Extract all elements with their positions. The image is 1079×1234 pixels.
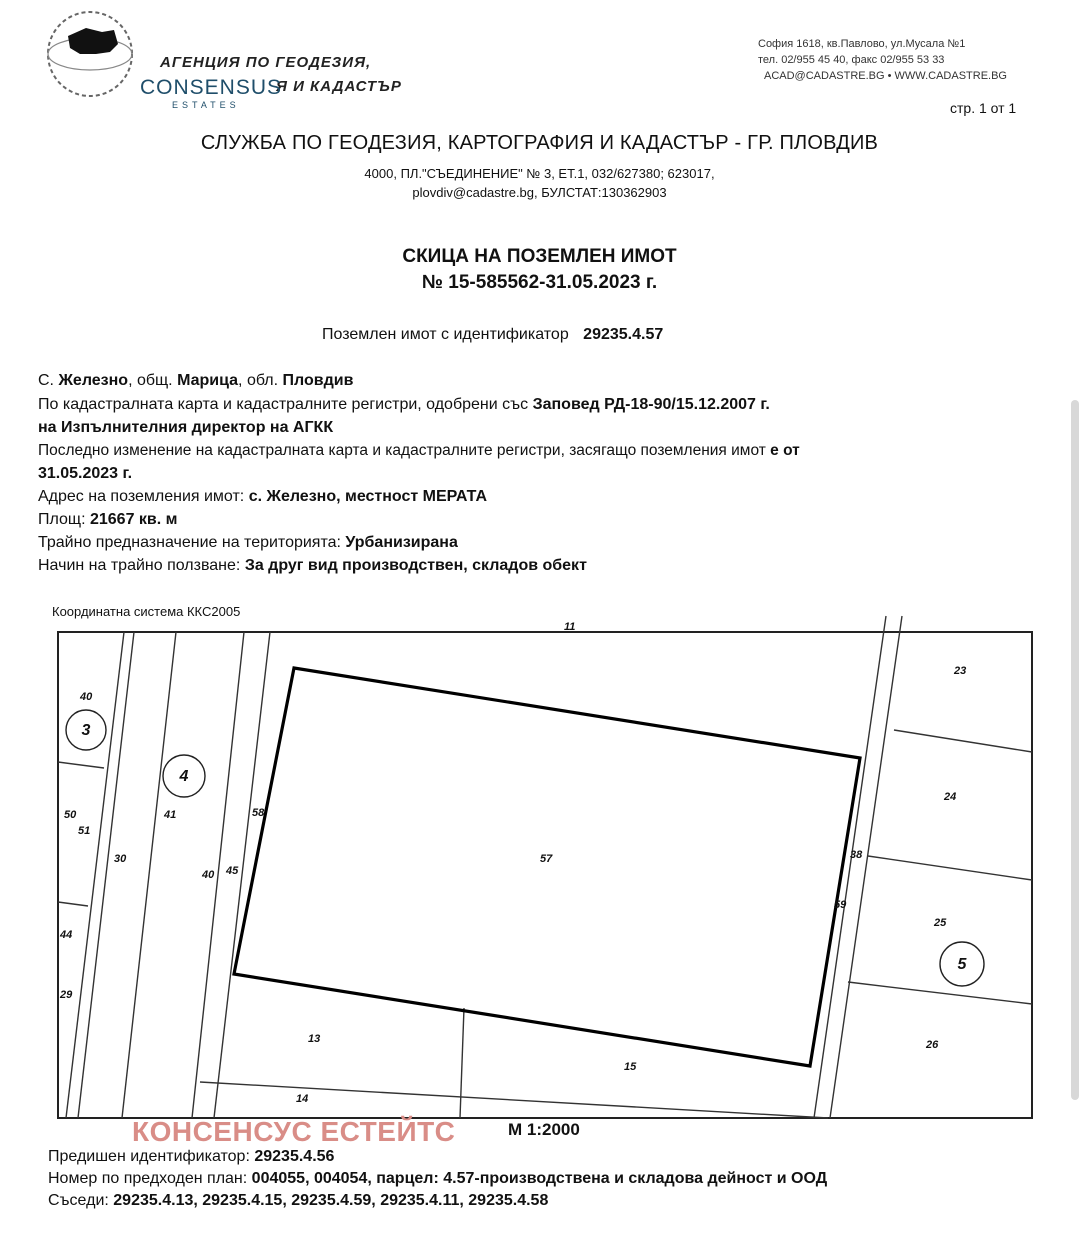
- service-title: СЛУЖБА ПО ГЕОДЕЗИЯ, КАРТОГРАФИЯ И КАДАСТЪР - ГР. ПЛОВДИВ: [200, 132, 879, 154]
- coordinate-system-label: Координатна система ККС2005: [52, 604, 241, 619]
- parcel-label: 25: [934, 917, 947, 929]
- area-value: 21667 кв. м: [89, 511, 178, 528]
- last-change-line: [38, 442, 800, 460]
- previous-plan-line: [48, 1170, 827, 1188]
- address-line: [38, 488, 487, 506]
- address-value: с. Железно, местност МЕРАТА: [248, 488, 487, 505]
- parcel-identifier-line: [322, 326, 663, 344]
- map-approval-order: Заповед РД-18-90/15.12.2007 г.: [532, 396, 770, 413]
- parcel-label: 30: [114, 853, 127, 865]
- parcel-label: 44: [60, 929, 73, 941]
- municipality-label: , общ.: [128, 372, 173, 389]
- location-line: [38, 372, 353, 390]
- usage-line: [38, 557, 587, 575]
- last-change-date-line: [38, 465, 132, 483]
- neighbors-value: 29235.4.13, 29235.4.15, 29235.4.59, 29235.4.11, 29235.4.58: [113, 1192, 549, 1209]
- neighbors-line: [48, 1192, 548, 1210]
- village-value: Железно: [58, 372, 129, 389]
- parcel-label: 40: [202, 869, 215, 881]
- purpose-value: Урбанизирана: [345, 534, 458, 551]
- last-change-date: 31.05.2023 г.: [38, 465, 133, 482]
- usage-label: Начин на трайно ползване:: [38, 557, 241, 574]
- last-change-label: Последно изменение на кадастралната карта и кадастралните регистри, засягащо поземления имот: [38, 442, 766, 459]
- parcel-label: 41: [164, 809, 177, 821]
- previous-identifier-label: Предишен идентификатор:: [48, 1148, 250, 1165]
- last-change-from: е от: [770, 442, 800, 459]
- municipality-value: Марица: [177, 372, 239, 389]
- quarter-label: 3: [81, 722, 91, 739]
- parcel-label: 14: [296, 1093, 309, 1105]
- parcel-label: 40: [80, 691, 93, 703]
- document-number: № 15-585562-31.05.2023 г.: [421, 272, 658, 293]
- parcel-label: 29: [60, 989, 73, 1001]
- agency-contact-address: София 1618, кв.Павлово, ул.Мусала №1: [758, 38, 966, 50]
- parcel-label: 59: [834, 899, 847, 911]
- service-address: 4000, ПЛ."СЪЕДИНЕНИЕ" № 3, ЕТ.1, 032/627380; 623017,: [364, 166, 715, 181]
- service-email: plovdiv@cadastre.bg, БУЛСТАТ:130362903: [412, 185, 667, 200]
- parcel-label: 23: [954, 665, 967, 677]
- parcel-label: 15: [624, 1061, 637, 1073]
- area-label: Площ:: [38, 511, 86, 528]
- region-label: , обл.: [238, 372, 279, 389]
- purpose-line: [38, 534, 458, 552]
- previous-plan-value: 004055, 004054, парцел: 4.57-производствена и складова дейност и ООД: [251, 1170, 828, 1187]
- parcel-label: 38: [850, 849, 863, 861]
- document-title: СКИЦА НА ПОЗЕМЛЕН ИМОТ: [402, 246, 677, 267]
- map-approval-label: По кадастралната карта и кадастралните регистри, одобрени със: [38, 396, 529, 413]
- page-number: стр. 1 от 1: [950, 100, 1017, 116]
- agency-name-line1: АГЕНЦИЯ ПО ГЕОДЕЗИЯ,: [160, 54, 372, 71]
- parcel-label: 58: [252, 807, 265, 819]
- map-scale: М 1:2000: [508, 1120, 580, 1139]
- quarter-label: 5: [957, 956, 967, 973]
- village-label: С.: [38, 372, 54, 389]
- neighbors-label: Съседи:: [48, 1192, 109, 1209]
- quarter-label: 4: [179, 768, 189, 785]
- region-value: Пловдив: [282, 372, 354, 389]
- identifier-value: 29235.4.57: [583, 326, 664, 343]
- agency-contact-web: ACAD@CADASTRE.BG • WWW.CADASTRE.BG: [764, 70, 1007, 82]
- previous-identifier-line: [48, 1148, 334, 1166]
- address-label: Адрес на поземления имот:: [38, 488, 245, 505]
- parcel-label: 26: [926, 1039, 939, 1051]
- consensus-logo-subtitle: ESTATES: [172, 100, 240, 110]
- parcel-label: 13: [308, 1033, 321, 1045]
- consensus-watermark: КОНСЕНСУС ЕСТЕЙТС: [132, 1116, 456, 1147]
- map-approval-authority: на Изпълнителния директор на АГКК: [38, 419, 334, 436]
- previous-identifier-value: 29235.4.56: [254, 1148, 335, 1165]
- cadastral-map: [48, 612, 1042, 1122]
- consensus-logo: CONSENSUS: [140, 76, 283, 99]
- identifier-label: Поземлен имот с идентификатор: [322, 326, 569, 343]
- usage-value: За друг вид производствен, складов обект: [244, 557, 587, 574]
- bulgaria-map-emblem-icon: [40, 8, 140, 100]
- subject-parcel-label: 57: [540, 853, 553, 865]
- map-approval-line: [38, 396, 770, 414]
- parcel-label: 50: [64, 809, 77, 821]
- parcel-label: 51: [78, 825, 91, 837]
- purpose-label: Трайно предназначение на територията:: [38, 534, 341, 551]
- parcel-label: 11: [564, 621, 576, 633]
- agency-name-line2: Я И КАДАСТЪР: [276, 78, 402, 95]
- parcel-label: 45: [226, 865, 239, 877]
- parcel-label: 24: [944, 791, 957, 803]
- scrollbar[interactable]: [1071, 400, 1079, 1100]
- area-line: [38, 511, 178, 529]
- agency-contact-phone: тел. 02/955 45 40, факс 02/955 53 33: [758, 54, 945, 66]
- map-approval-by: [38, 419, 333, 437]
- previous-plan-label: Номер по предходен план:: [48, 1170, 248, 1187]
